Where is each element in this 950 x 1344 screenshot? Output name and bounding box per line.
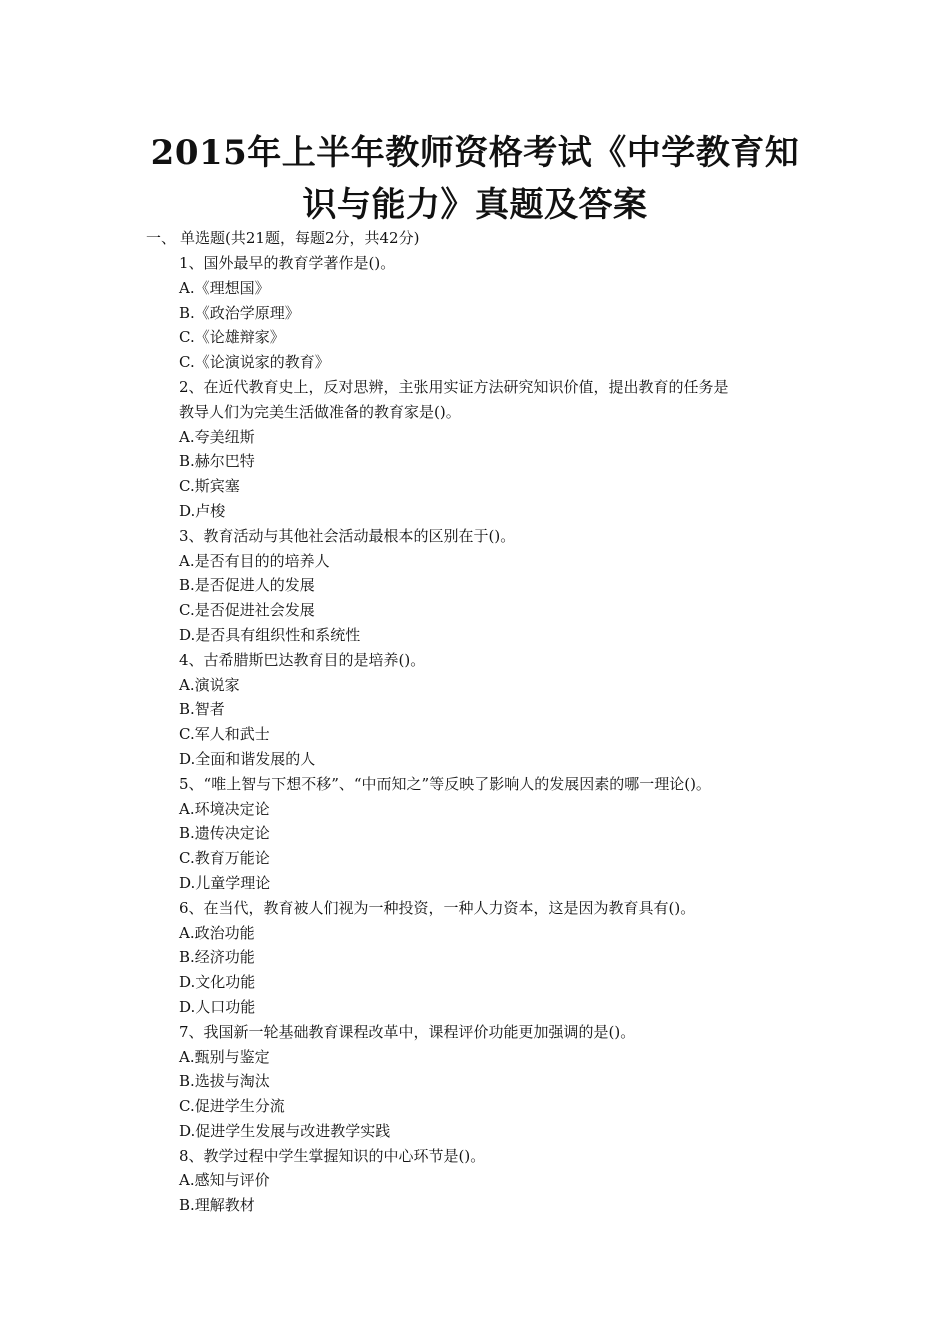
question-8: 8、教学过程中学生掌握知识的中心环节是()。	[179, 1146, 486, 1165]
option-1c: C.《论雄辩家》	[179, 328, 285, 347]
section-title: 单选题(共21题，每题2分，共42分)	[180, 229, 420, 247]
option-5a: A.环境决定论	[179, 799, 270, 818]
document-title-line-1: 2015年上半年教师资格考试《中学教育知	[150, 133, 800, 173]
option-2c: C.斯宾塞	[179, 477, 240, 496]
option-1a: A.《理想国》	[179, 278, 270, 297]
option-2b: B.赫尔巴特	[179, 452, 255, 471]
option-6a: A.政治功能	[179, 923, 255, 942]
section-number: 一、	[146, 229, 177, 247]
option-4c: C.军人和武士	[179, 725, 270, 744]
option-6b: B.经济功能	[179, 948, 255, 967]
option-6d: D.人口功能	[179, 997, 256, 1016]
option-4a: A.演说家	[179, 675, 240, 694]
option-4b: B.智者	[179, 700, 225, 719]
option-1b: B.《政治学原理》	[179, 303, 300, 322]
option-8a: A.感知与评价	[179, 1171, 270, 1190]
option-5b: B.遗传决定论	[179, 824, 270, 843]
question-5: 5、“唯上智与下想不移”、“中而知之”等反映了影响人的发展因素的哪一理论()。	[179, 774, 711, 793]
option-3c: C.是否促进社会发展	[179, 601, 315, 620]
option-6c: D.文化功能	[179, 973, 256, 992]
option-3b: B.是否促进人的发展	[179, 576, 315, 595]
option-1d: C.《论演说家的教育》	[179, 353, 330, 372]
option-8b: B.理解教材	[179, 1196, 255, 1215]
question-list	[179, 251, 819, 1218]
question-6: 6、在当代，教育被人们视为一种投资，一种人力资本，这是因为教育具有()。	[179, 898, 696, 917]
option-7b: B.选拔与淘汰	[179, 1072, 270, 1091]
question-7: 7、我国新一轮基础教育课程改革中，课程评价功能更加强调的是()。	[179, 1022, 636, 1041]
question-1: 1、国外最早的教育学著作是()。	[179, 254, 396, 272]
option-5c: C.教育万能论	[179, 849, 270, 868]
question-2-line-1: 2、在近代教育史上，反对思辨，主张用实证方法研究知识价值，提出教育的任务是	[179, 377, 729, 396]
option-5d: D.儿童学理论	[179, 873, 271, 892]
option-7d: D.促进学生发展与改进教学实践	[179, 1121, 391, 1140]
option-4d: D.全面和谐发展的人	[179, 749, 316, 768]
option-7c: C.促进学生分流	[179, 1097, 285, 1116]
section-heading	[146, 226, 419, 250]
question-3: 3、教育活动与其他社会活动最根本的区别在于()。	[179, 526, 516, 545]
option-3d: D.是否具有组织性和系统性	[179, 625, 361, 644]
option-2d: D.卢梭	[179, 501, 226, 520]
option-7a: A.甄别与鉴定	[179, 1047, 270, 1066]
question-4: 4、古希腊斯巴达教育目的是培养()。	[179, 650, 426, 669]
option-2a: A.夸美纽斯	[179, 427, 255, 446]
option-3a: A.是否有目的的培养人	[179, 551, 330, 570]
document-title-line-2: 识与能力》真题及答案	[302, 185, 648, 225]
question-2-line-2: 教导人们为完美生活做准备的教育家是()。	[179, 402, 461, 421]
